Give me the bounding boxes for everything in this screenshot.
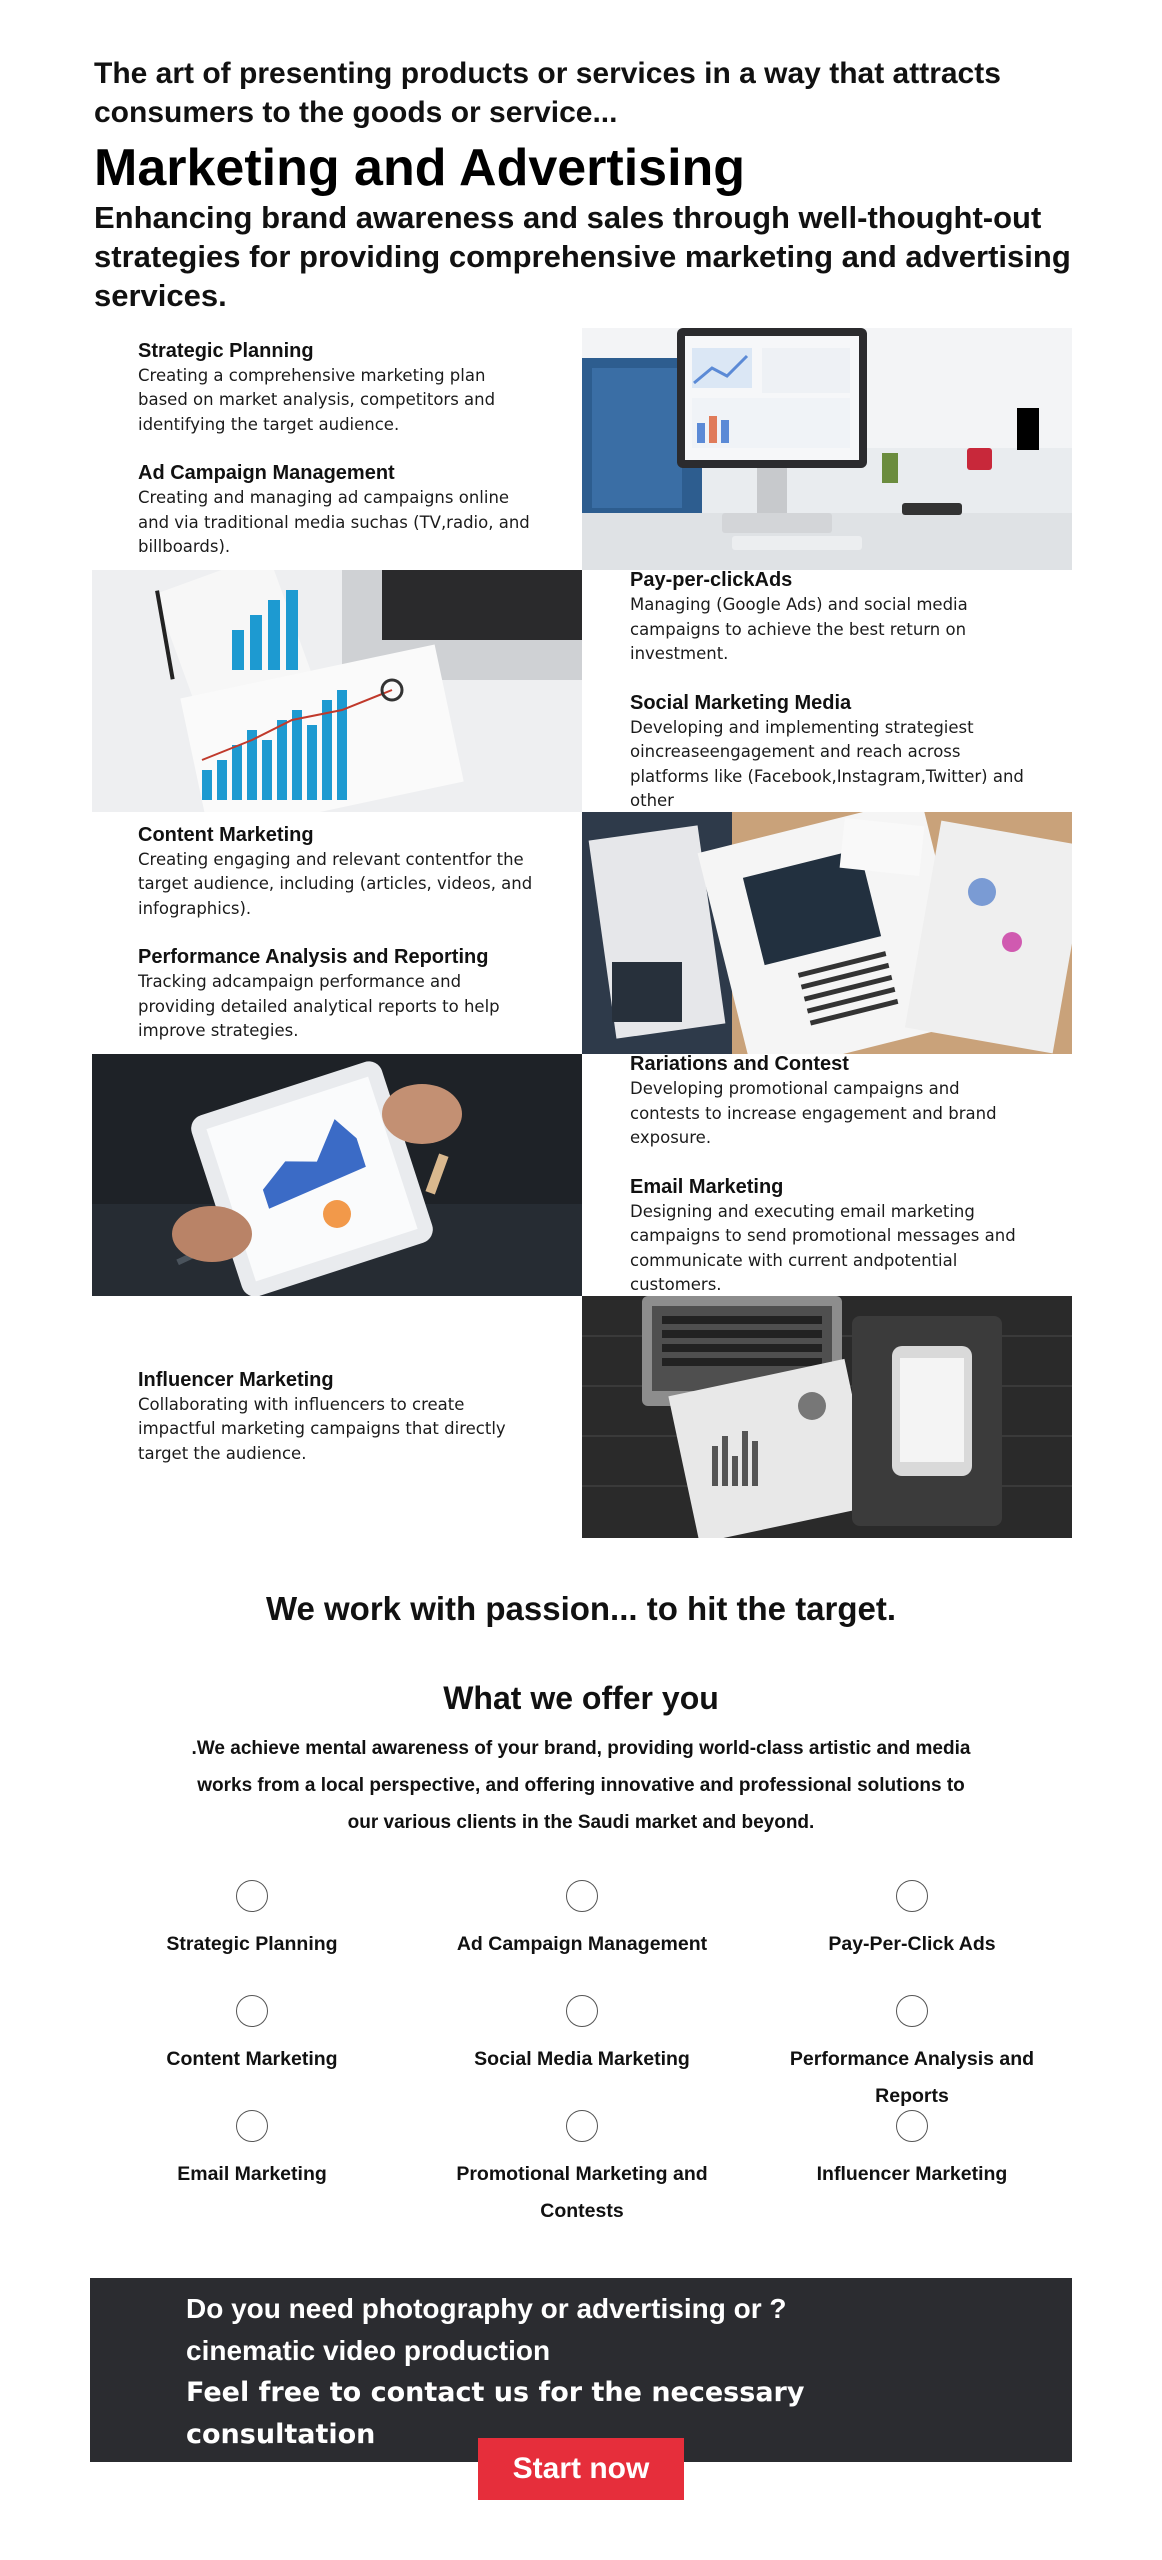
offer-label: Promotional Marketing and Contests (456, 2163, 708, 2222)
circle-icon (566, 1995, 598, 2027)
service-item (138, 823, 538, 922)
services-text-block (92, 328, 582, 570)
start-now-button[interactable]: Start now (478, 2438, 684, 2500)
offer-row (92, 1995, 1072, 2110)
hero-subtitle: Enhancing brand awareness and sales through well-thought-out strategies for providing comprehensive marketing and advertising services. (94, 200, 1071, 313)
offer-item (92, 1880, 412, 1995)
services-row (92, 1054, 1072, 1296)
offer-label: Email Marketing (177, 2163, 327, 2185)
offer-label: Influencer Marketing (816, 2163, 1008, 2185)
offer-label: Content Marketing (166, 2048, 338, 2070)
service-title: Social Marketing Media (630, 691, 852, 714)
service-title: Strategic Planning (138, 339, 314, 362)
service-desc: Developing and implementing strategiest oincreaseengagement and reach across platforms like (Facebook,Instagram,Twitter) and other (630, 717, 1024, 811)
offer-label: Strategic Planning (166, 1933, 338, 1955)
service-item (630, 1054, 1032, 1151)
offer-row (92, 2110, 1072, 2225)
service-desc: Managing (Google Ads) and social media campaigns to achieve the best return on investment. (630, 595, 968, 664)
offer-item (92, 1995, 412, 2110)
desk-computer-image (582, 328, 1072, 570)
service-title: Influencer Marketing (138, 1368, 334, 1391)
service-desc: Collaborating with influencers to create impactful marketing campaigns that directly target the audience. (138, 1394, 506, 1463)
offer-label: Ad Campaign Management (456, 1933, 708, 1955)
services-text-block (92, 1296, 582, 1538)
services-grid (92, 328, 1072, 1538)
services-row (92, 570, 1072, 812)
service-item (138, 461, 538, 560)
laptop-reports-image (582, 1296, 1072, 1538)
circle-icon (896, 1995, 928, 2027)
page-title: Marketing and Advertising (94, 139, 746, 197)
service-item (630, 1175, 1032, 1296)
offer-row (92, 1880, 1072, 1995)
cta-question: Do you need photography or advertising or ? cinematic video production (186, 2293, 787, 2366)
offer-item (412, 1995, 752, 2110)
circle-icon (566, 2110, 598, 2142)
services-row (92, 328, 1072, 570)
service-item (630, 691, 1032, 812)
contract-papers-image (582, 812, 1072, 1054)
circle-icon (896, 1880, 928, 1912)
passion-heading: We work with passion... to hit the target. (265, 1590, 897, 1627)
hero-section (94, 54, 1074, 315)
tablet-hands-image (92, 1054, 582, 1296)
service-title: Email Marketing (630, 1175, 784, 1198)
cta-invite: Feel free to contact us for the necessary consultation (186, 2377, 805, 2450)
services-text-block (582, 570, 1072, 812)
services-text-block (92, 812, 582, 1054)
service-desc: Designing and executing email marketing campaigns to send promotional messages and communicate with current andpotential customers. (630, 1201, 1016, 1295)
circle-icon (896, 2110, 928, 2142)
offer-item (92, 2110, 412, 2225)
service-item (138, 945, 538, 1044)
offer-label: Pay-Per-Click Ads (828, 1933, 996, 1955)
circle-icon (566, 1880, 598, 1912)
cta-banner (90, 2278, 1072, 2462)
service-desc: Creating engaging and relevant contentfor the target audience, including (articles, videos, and infographics). (138, 849, 533, 918)
service-item (138, 1368, 538, 1467)
services-text-block (582, 1054, 1072, 1296)
offer-item (752, 1995, 1072, 2110)
hero-tagline: The art of presenting products or services in a way that attracts consumers to the goods or service... (94, 57, 1001, 129)
service-title: Performance Analysis and Reporting (138, 946, 489, 968)
service-desc: Creating and managing ad campaigns online and via traditional media suchas (TV,radio, and billboards). (138, 488, 530, 556)
offer-list (92, 1880, 1072, 2225)
service-item (138, 339, 538, 438)
offer-label: Social Media Marketing (474, 2048, 690, 2070)
circle-icon (236, 2110, 268, 2142)
offer-heading: What we offer you (443, 1680, 719, 1716)
service-title: Rariations and Contest (630, 1054, 849, 1076)
service-title: Pay-per-clickAds (630, 570, 793, 592)
offer-item (412, 1880, 752, 1995)
offer-item (752, 2110, 1072, 2225)
charts-desk-image (92, 570, 582, 812)
offer-item (412, 2110, 752, 2225)
services-row (92, 1296, 1072, 1538)
service-desc: Developing promotional campaigns and contests to increase engagement and brand exposure. (630, 1079, 997, 1148)
service-title: Content Marketing (138, 823, 314, 846)
circle-icon (236, 1995, 268, 2027)
offer-label: Performance Analysis and Reports (789, 2048, 1035, 2107)
circle-icon (236, 1880, 268, 1912)
service-desc: Tracking adcampaign performance and providing detailed analytical reports to help improve strategies. (138, 972, 500, 1040)
service-title: Ad Campaign Management (138, 462, 395, 484)
service-item (630, 570, 1032, 667)
service-desc: Creating a comprehensive marketing plan based on market analysis, competitors and identifying the target audience. (138, 365, 496, 434)
services-row (92, 812, 1072, 1054)
offer-item (752, 1880, 1072, 1995)
offer-description: .We achieve mental awareness of your brand, providing world-class artistic and media works from a local perspective, and offering innovative and professional solutions to our various clients in the Saudi market and beyond. (191, 1738, 971, 1833)
